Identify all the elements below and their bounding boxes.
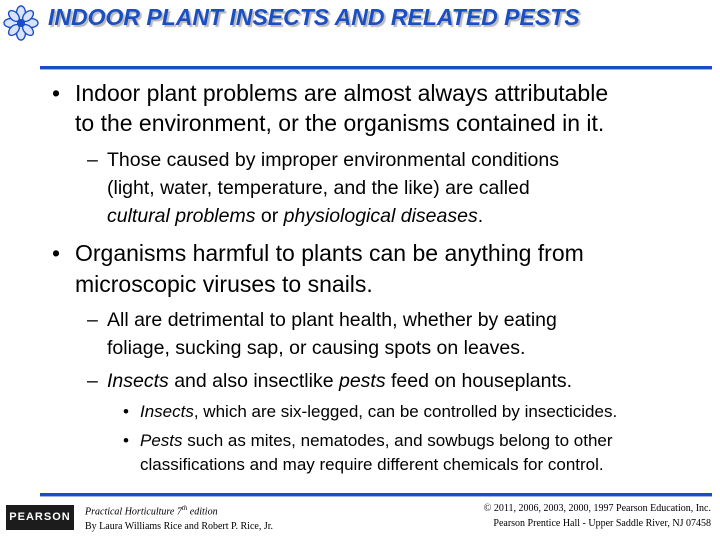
publisher-line: Pearson Prentice Hall - Upper Saddle River, NJ 07458 bbox=[493, 518, 711, 529]
sub-sub-bullet-2-line-2: classifications and may require different chemicals for control. bbox=[140, 455, 604, 474]
emphasis-term: Insects bbox=[107, 370, 169, 392]
bullet-marker: • bbox=[52, 240, 61, 266]
title-rule bbox=[40, 66, 712, 69]
sub-sub-bullet-marker: • bbox=[123, 402, 129, 421]
sub-bullet-2-line-2: foliage, sucking sap, or causing spots on leaves. bbox=[107, 337, 526, 359]
footer-copyright bbox=[484, 501, 711, 531]
sub-bullet-marker: – bbox=[87, 149, 98, 171]
sub-bullet-1-line-3 bbox=[107, 205, 483, 228]
footer-rule bbox=[40, 493, 712, 496]
bullet-marker: • bbox=[52, 80, 61, 106]
sub-bullet-1-line-1: Those caused by improper environmental conditions bbox=[107, 149, 559, 171]
sub-bullet-marker: – bbox=[87, 309, 98, 331]
book-authors: By Laura Williams Rice and Robert P. Rice, Jr. bbox=[85, 521, 273, 533]
sub-sub-bullet-1 bbox=[140, 402, 617, 422]
emphasis-term: Insects bbox=[140, 402, 194, 421]
text-span: Practical Horticulture 7 bbox=[85, 506, 182, 518]
text-span: , which are six-legged, can be controlled by insecticides. bbox=[193, 402, 618, 421]
text-span: or bbox=[255, 205, 284, 227]
bullet-2-line-1: Organisms harmful to plants can be anything from bbox=[75, 240, 584, 266]
sub-sub-bullet-2-line-1 bbox=[140, 431, 613, 451]
bullet-1-line-2: to the environment, or the organisms contained in it. bbox=[75, 110, 605, 136]
text-span: edition bbox=[187, 506, 218, 518]
text-span: such as mites, nematodes, and sowbugs belong to other bbox=[182, 431, 613, 450]
flower-icon bbox=[3, 5, 39, 41]
emphasis-term: physiological diseases bbox=[283, 205, 478, 227]
emphasis-term: cultural problems bbox=[107, 205, 256, 227]
sub-bullet-3-line-1 bbox=[107, 370, 572, 393]
bullet-2-line-2: microscopic viruses to snails. bbox=[75, 271, 373, 297]
pearson-logo: PEARSON bbox=[6, 505, 74, 530]
page-title: INDOOR PLANT INSECTS AND RELATED PESTS bbox=[48, 4, 580, 30]
emphasis-term: Pests bbox=[140, 431, 183, 450]
sub-bullet-marker: – bbox=[87, 370, 98, 392]
bullet-1-line-1: Indoor plant problems are almost always attributable bbox=[75, 80, 609, 106]
sub-bullet-2-line-1: All are detrimental to plant health, whether by eating bbox=[107, 309, 557, 331]
copyright-line: © 2011, 2006, 2003, 2000, 1997 Pearson Education, Inc. bbox=[483, 503, 711, 514]
edition-superscript: th bbox=[181, 504, 188, 512]
emphasis-term: pests bbox=[338, 370, 386, 392]
sub-sub-bullet-marker: • bbox=[123, 431, 129, 450]
text-span: . bbox=[477, 205, 484, 227]
book-title bbox=[85, 501, 273, 519]
sub-bullet-1-line-2: (light, water, temperature, and the like) are called bbox=[107, 177, 530, 199]
text-span: feed on houseplants. bbox=[385, 370, 573, 392]
footer-book-info bbox=[85, 501, 273, 534]
text-span: and also insectlike bbox=[168, 370, 339, 392]
